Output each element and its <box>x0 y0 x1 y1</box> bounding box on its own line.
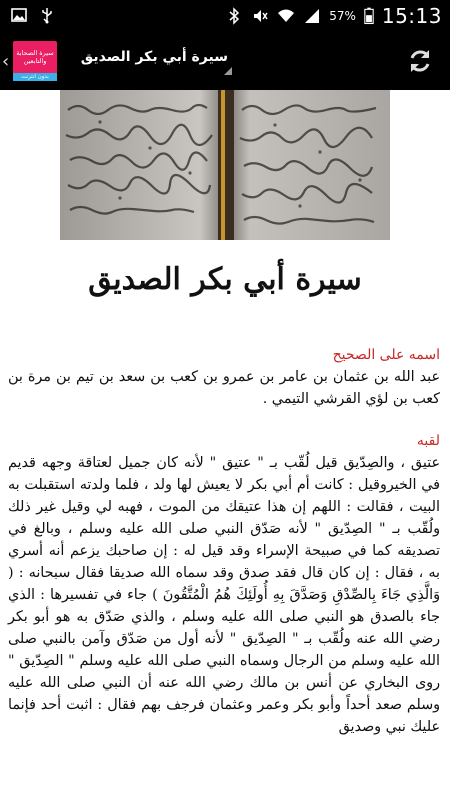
section-heading: اسمه على الصحيح <box>332 347 440 363</box>
signal-icon <box>303 7 321 25</box>
action-bar <box>0 33 450 90</box>
article-content <box>8 344 440 738</box>
spacer <box>8 410 440 430</box>
refresh-icon[interactable] <box>406 47 434 75</box>
mute-icon <box>251 7 269 25</box>
battery-icon <box>364 7 374 25</box>
hero-image <box>60 90 390 240</box>
usb-icon <box>38 6 56 24</box>
app-logo[interactable] <box>13 41 57 81</box>
status-bar <box>0 0 450 33</box>
clock: 15:13 <box>381 4 442 28</box>
section-heading: لقبه <box>416 433 440 449</box>
logo-strip: بدون انترنت <box>13 73 57 81</box>
image-notification-icon <box>10 6 28 24</box>
quran-book-illustration <box>60 90 390 240</box>
article-title: سيرة أبي بكر الصديق <box>88 262 362 297</box>
action-bar-title: سيرة أبي بكر الصديق <box>80 49 228 65</box>
bluetooth-icon <box>225 7 243 25</box>
back-chevron-icon[interactable]: ‹ <box>2 51 10 72</box>
logo-text: سيرة الصحابة والتابعين <box>16 49 54 65</box>
section-text: عبد الله بن عثمان بن عامر بن عمرو بن كعب بن سعد بن تيم بن مرة بن كعب بن لؤي القرشي التيمي . <box>8 369 440 407</box>
wifi-icon <box>277 7 295 25</box>
battery-percent: 57% <box>329 9 356 23</box>
overflow-indicator-icon <box>224 67 232 75</box>
section-text: عتيق ، والصِدّيق قيل لُقّب بـ " عتيق " لأنه كان جميل لعتاقة وجهه قديم في الخيروقيل : كانت أم أبي بكر لا يعيش لها ولد ، فلما ولدته استقبلت به البيت ، فقالت : اللهم إن هذا عتيقك من الموت ، فهبه لي وقيل غير ذلك ولُقّب بـ " الصِدّيق " لأنه صَدّق النبي صلى الله عليه وسلم ، وبالغ في تصديقه كما في صبيحة الإسراء وقد قيل له : إن صاحبك يزعم أنه أسري به ، فقال : إن كان قال فقد صدق وقد سماه الله صديقا فقال سبحانه : ( وَالَّذِي جَاءَ بِالصِّدْقِ وَصَدَّقَ بِهِ أُولَئِكَ هُمُ الْمُتَّقُونَ ) جاء في تفسيرها : الذي جاء بالصدق هو النبي صلى الله عليه وسلم ، والذي صَدّق به هو أبو بكر رضي الله عنه ولُقّب بـ " الصِدّيق " لأنه أول من صَدّق وآمن بالنبي صلى الله عليه وسلم من الرجال وسماه النبي صلى الله عليه وسلم " الصِدّيق " روى البخاري عن أنس بن مالك رضي الله عنه أن النبي صلى الله عليه وسلم صعد أحداً وأبو بكر وعمر وعثمان فرجف بهم فقال : اثبت أحد فإنما عليك نبي وصديق <box>8 455 440 735</box>
